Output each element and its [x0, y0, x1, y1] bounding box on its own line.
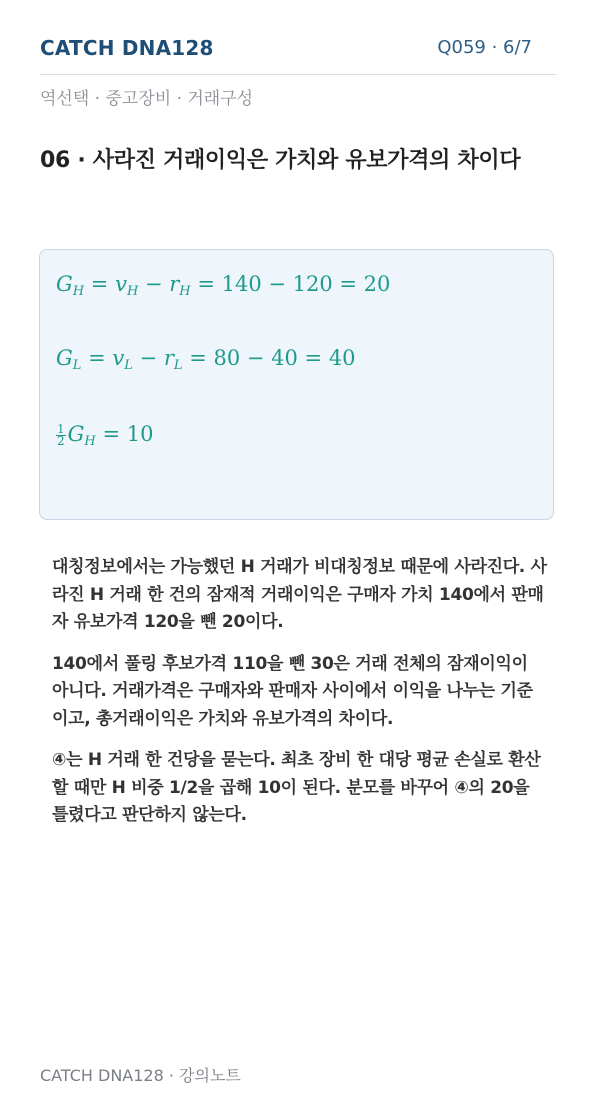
formula-gain-high: $G_H = v_H - r_H = 140 - 120 = 20$ [56, 272, 391, 299]
formula-box [39, 249, 554, 520]
page-header [40, 36, 556, 75]
formula-gain-low: $G_L = v_L - r_L = 80 - 40 = 40$ [56, 346, 356, 373]
fraction-half: $\frac{1}{2}$ [57, 422, 65, 448]
explanation-text [52, 554, 548, 844]
brand-title: CATCH DNA128 [40, 36, 214, 60]
question-number: Q059 · 6/7 [437, 37, 532, 58]
paragraph: ④는 H 거래 한 건당을 묻는다. 최초 장비 한 대당 평균 손실로 환산할 때만 H 비중 1/2을 곱해 10이 된다. 분모를 바꾸어 ④의 20을 틀렸다고 판단하지 않는다. [52, 750, 541, 825]
paragraph: 140에서 풀링 후보가격 110을 뺀 30은 거래 전체의 잠재이익이 아니다. 거래가격은 구매자와 판매자 사이에서 이익을 나누는 기준이고, 총거래이익은 가치와 유보가격의 차이다. [52, 653, 533, 729]
breadcrumb: 역선택 · 중고장비 · 거래구성 [40, 89, 254, 109]
paragraph: 대칭정보에서는 가능했던 H 거래가 비대칭정보 때문에 사라진다. 사라진 H 거래 한 건의 잠재적 거래이익은 구매자 가치 140에서 판매자 유보가격 120을 뺀 20이다. [52, 557, 547, 632]
page-title: 06 · 사라진 거래이익은 가치와 유보가격의 차이다 [40, 148, 521, 173]
page-footer: CATCH DNA128 · 강의노트 [40, 1066, 241, 1085]
formula-half-gain-high: $\frac{1}{2}$ $G_H = 10$ [57, 422, 154, 449]
